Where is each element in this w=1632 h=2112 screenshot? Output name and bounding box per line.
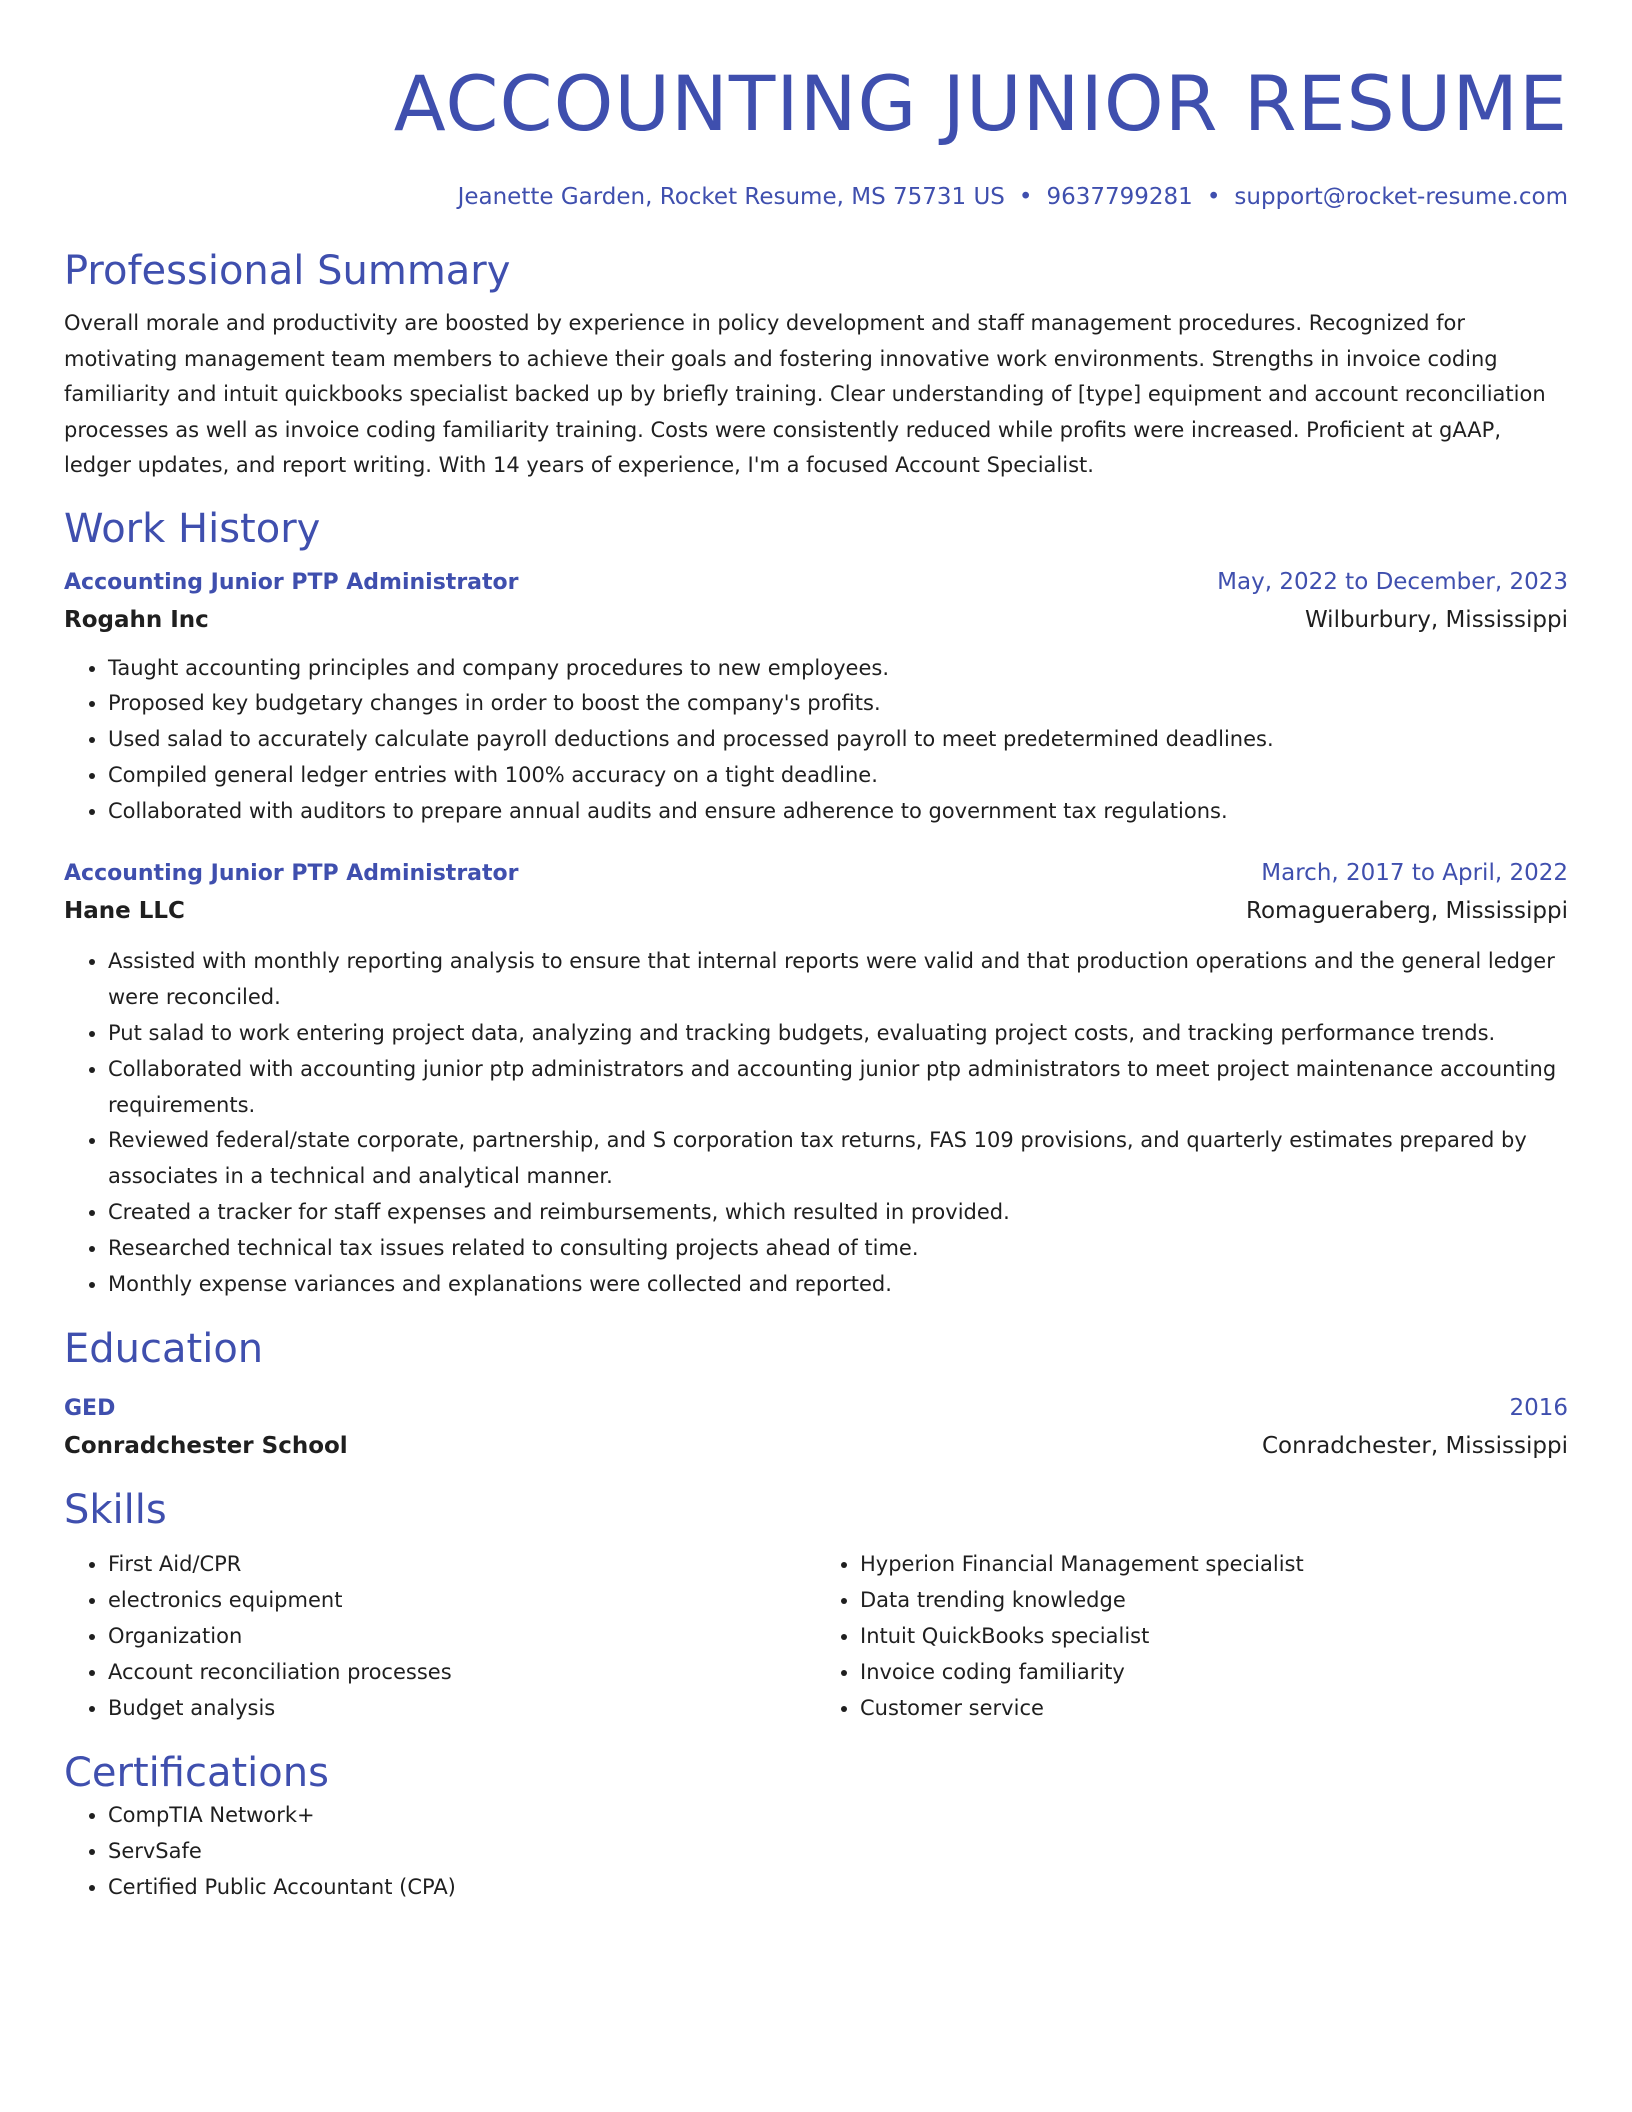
list-item: • Researched technical tax issues related to consulting projects ahead of time. xyxy=(108,1231,1568,1267)
job-location: Romagueraberg, Mississippi xyxy=(1246,898,1568,925)
list-item: • Collaborated with accounting junior ptp administrators and accounting junior ptp administrators to meet project maintenance accounting requirements. xyxy=(108,1052,1568,1124)
certifications-heading: Certifications xyxy=(64,1750,329,1797)
job-employer-row xyxy=(64,892,1568,930)
address: Jeanette Garden, Rocket Resume, MS 75731 US xyxy=(457,184,1005,210)
job-title: Accounting Junior PTP Administrator xyxy=(64,861,519,887)
contact-separator: • xyxy=(1018,184,1033,210)
list-item: • Created a tracker for staff expenses and reimbursements, which resulted in provided. xyxy=(108,1195,1568,1231)
employer: Rogahn Inc xyxy=(64,606,209,633)
phone: 9637799281 xyxy=(1046,184,1193,210)
certification-item: • ServSafe xyxy=(108,1834,1568,1870)
certifications-list xyxy=(64,1798,1568,1905)
school-name: Conradchester School xyxy=(64,1433,348,1460)
list-item: • Proposed key budgetary changes in order to boost the company's profits. xyxy=(108,686,1568,722)
summary-heading: Professional Summary xyxy=(64,248,511,294)
certification-item: • Certified Public Accountant (CPA) xyxy=(108,1870,1568,1906)
skill-item: • Organization xyxy=(108,1619,816,1655)
contact-line xyxy=(64,182,1568,212)
list-item: • Collaborated with auditors to prepare annual audits and ensure adherence to government tax regulations. xyxy=(108,794,1568,830)
degree: GED xyxy=(64,1396,116,1422)
skills-list-right xyxy=(816,1547,1568,1726)
employer: Hane LLC xyxy=(64,898,185,925)
work-history-heading: Work History xyxy=(64,505,321,552)
skill-item: • Account reconciliation processes xyxy=(108,1655,816,1691)
graduation-year: 2016 xyxy=(1509,1395,1568,1422)
skill-item: • Hyperion Financial Management specialist xyxy=(860,1547,1568,1583)
job-header-row xyxy=(64,564,1568,601)
list-item: • Monthly expense variances and explanations were collected and reported. xyxy=(108,1267,1568,1303)
job-entry xyxy=(64,855,1568,1302)
school-location: Conradchester, Mississippi xyxy=(1262,1433,1568,1460)
list-item: • Taught accounting principles and company procedures to new employees. xyxy=(108,651,1568,687)
job-bullets xyxy=(64,944,1568,1302)
education-heading: Education xyxy=(64,1326,264,1373)
skill-item: • First Aid/CPR xyxy=(108,1547,816,1583)
job-bullets xyxy=(64,651,1568,830)
education-entry xyxy=(64,1390,1568,1465)
skill-item: • Intuit QuickBooks specialist xyxy=(860,1619,1568,1655)
list-item: • Put salad to work entering project data, analyzing and tracking budgets, evaluating project costs, and tracking performance trends. xyxy=(108,1016,1568,1052)
skills-heading: Skills xyxy=(64,1487,167,1534)
list-item: • Used salad to accurately calculate payroll deductions and processed payroll to meet predetermined deadlines. xyxy=(108,722,1568,758)
job-dates: May, 2022 to December, 2023 xyxy=(1217,568,1568,595)
job-title: Accounting Junior PTP Administrator xyxy=(64,569,519,595)
skill-item: • Customer service xyxy=(860,1691,1568,1727)
list-item: • Compiled general ledger entries with 100% accuracy on a tight deadline. xyxy=(108,758,1568,794)
education-school-row xyxy=(64,1427,1568,1465)
skills-list-left xyxy=(64,1547,816,1726)
summary-text: Overall morale and productivity are boosted by experience in policy development and staff management procedures. Recognized for motivating management team members to achieve their goals and fostering innovative work environments. Strengths in invoice coding familiarity and intuit quickbooks specialist backed up by briefly training. Clear understanding of [type] equipment and account reconciliation processes as well as invoice coding familiarity training. Costs were consistently reduced while profits were increased. Proficient at gAAP, ledger updates, and report writing. With 14 years of experience, I'm a focused Account Specialist. xyxy=(64,311,1546,477)
resume-header xyxy=(64,56,1568,212)
education-header-row xyxy=(64,1390,1568,1427)
contact-separator: • xyxy=(1206,184,1221,210)
resume-title: ACCOUNTING JUNIOR RESUME xyxy=(393,59,1568,148)
email-link[interactable]: support@rocket-resume.com xyxy=(1234,184,1568,210)
job-dates: March, 2017 to April, 2022 xyxy=(1261,860,1568,887)
list-item: • Assisted with monthly reporting analysis to ensure that internal reports were valid and that production operations and the general ledger were reconciled. xyxy=(108,944,1568,1016)
skill-item: • Invoice coding familiarity xyxy=(860,1655,1568,1691)
job-header-row xyxy=(64,855,1568,892)
job-location: Wilburbury, Mississippi xyxy=(1304,606,1568,633)
list-item: • Reviewed federal/state corporate, partnership, and S corporation tax returns, FAS 109 provisions, and quarterly estimates prepared by associates in a technical and analytical manner. xyxy=(108,1123,1568,1195)
certification-item: • CompTIA Network+ xyxy=(108,1798,1568,1834)
skill-item: • Data trending knowledge xyxy=(860,1583,1568,1619)
skill-item: • electronics equipment xyxy=(108,1583,816,1619)
skill-item: • Budget analysis xyxy=(108,1691,816,1727)
skills-columns xyxy=(64,1547,1568,1726)
job-employer-row xyxy=(64,601,1568,639)
job-entry xyxy=(64,564,1568,830)
